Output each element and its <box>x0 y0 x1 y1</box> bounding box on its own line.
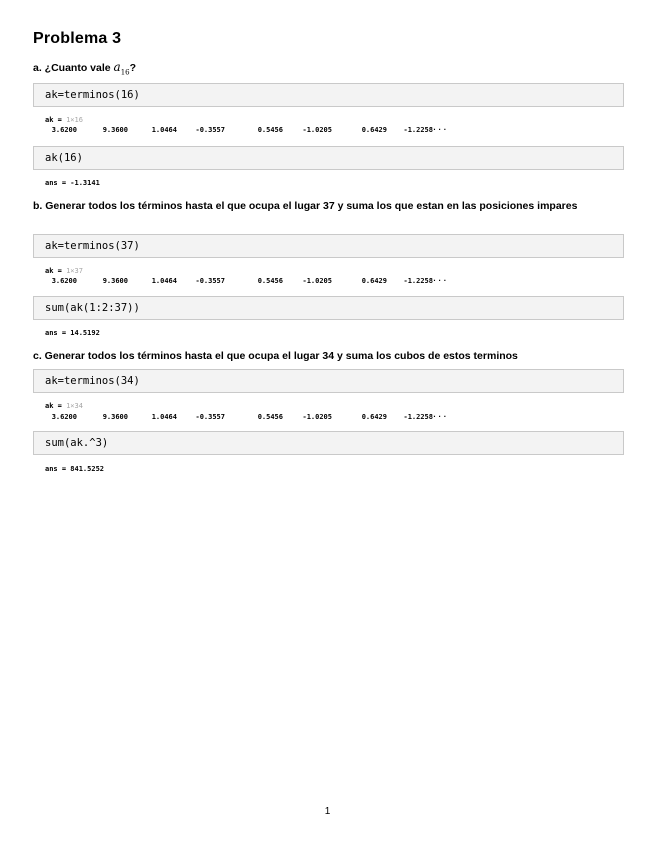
output-size: 1×16 <box>66 116 83 124</box>
value-cell: 3.6200 <box>51 126 77 134</box>
math-var: a <box>113 60 121 74</box>
question-mark: ? <box>129 62 137 74</box>
value-cell: 1.0464 <box>151 277 177 285</box>
page-number: 1 <box>324 806 331 817</box>
output-values-row <box>45 126 505 135</box>
output-var: ak = <box>45 402 62 410</box>
math-subscript: 16 <box>120 68 130 77</box>
code-cell[interactable]: ak=terminos(37) <box>33 234 624 258</box>
more-columns-indicator[interactable]: ··· <box>432 413 448 421</box>
section-c-heading: c. Generar todos los términos hasta el que ocupa el lugar 34 y suma los cubos de estos terminos <box>33 350 518 362</box>
value-cell: 0.6429 <box>361 277 387 285</box>
value-cell: -1.0205 <box>302 413 332 421</box>
value-cell: 0.5456 <box>257 277 283 285</box>
code-cell[interactable]: sum(ak.^3) <box>33 431 624 455</box>
value-cell: 9.3600 <box>102 126 128 134</box>
value-cell: 0.5456 <box>257 413 283 421</box>
section-a-heading <box>33 61 623 79</box>
value-cell: -1.2258 <box>403 413 433 421</box>
output-size: 1×34 <box>66 402 83 410</box>
more-columns-indicator[interactable]: ··· <box>432 126 448 134</box>
section-b-heading: b. Generar todos los términos hasta el que ocupa el lugar 37 y suma los que estan en las posiciones impares <box>33 200 578 212</box>
code-cell[interactable]: ak=terminos(34) <box>33 369 624 393</box>
value-cell: -0.3557 <box>195 126 225 134</box>
math-a16 <box>113 60 130 77</box>
value-cell: -0.3557 <box>195 413 225 421</box>
output-header <box>45 402 83 411</box>
output-var: ak = <box>45 116 62 124</box>
value-cell: -1.2258 <box>403 277 433 285</box>
code-cell[interactable]: ak(16) <box>33 146 624 170</box>
value-cell: 0.5456 <box>257 126 283 134</box>
page-title: Problema 3 <box>33 30 122 47</box>
output-header <box>45 116 83 125</box>
value-cell: -1.0205 <box>302 126 332 134</box>
output-header <box>45 267 83 276</box>
value-cell: -1.0205 <box>302 277 332 285</box>
value-cell: 1.0464 <box>151 126 177 134</box>
value-cell: 3.6200 <box>51 277 77 285</box>
value-cell: -1.2258 <box>403 126 433 134</box>
value-cell: 1.0464 <box>151 413 177 421</box>
value-cell: 9.3600 <box>102 277 128 285</box>
code-cell[interactable]: sum(ak(1:2:37)) <box>33 296 624 320</box>
value-cell: 0.6429 <box>361 126 387 134</box>
output-var: ak = <box>45 267 62 275</box>
value-cell: 3.6200 <box>51 413 77 421</box>
code-cell[interactable]: ak=terminos(16) <box>33 83 624 107</box>
output-ans: ans = 841.5252 <box>45 465 105 473</box>
value-cell: -0.3557 <box>195 277 225 285</box>
output-values-row <box>45 413 505 422</box>
value-cell: 0.6429 <box>361 413 387 421</box>
output-values-row <box>45 277 505 286</box>
output-size: 1×37 <box>66 267 83 275</box>
value-cell: 9.3600 <box>102 413 128 421</box>
more-columns-indicator[interactable]: ··· <box>432 277 448 285</box>
section-a-heading-text: a. ¿Cuanto vale <box>33 62 114 74</box>
output-ans: ans = 14.5192 <box>45 329 100 337</box>
output-ans: ans = -1.3141 <box>45 179 100 187</box>
